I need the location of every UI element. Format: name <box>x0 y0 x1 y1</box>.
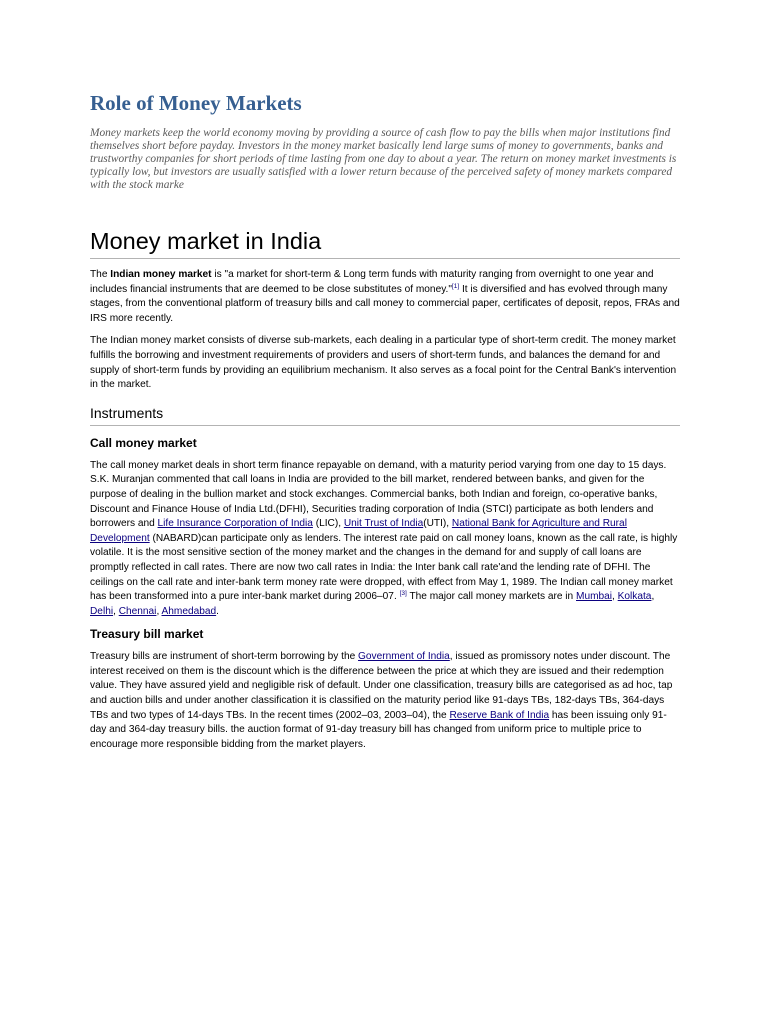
reference-link[interactable]: [3] <box>399 590 407 598</box>
text-run: The <box>90 269 111 280</box>
link-reserve-bank-of-india[interactable]: Reserve Bank of India <box>449 709 550 721</box>
section-heading: Money market in India <box>90 226 680 259</box>
link-kolkata[interactable]: Kolkata <box>617 591 652 603</box>
call-money-heading: Call money market <box>90 435 197 450</box>
text-run: (LIC), <box>312 518 344 530</box>
link-chennai[interactable]: Chennai <box>118 605 157 617</box>
link-delhi[interactable]: Delhi <box>90 605 114 617</box>
link-government-of-india[interactable]: Government of India <box>358 651 450 663</box>
link-mumbai[interactable]: Mumbai <box>576 591 613 603</box>
separator: , <box>113 605 119 617</box>
intro-paragraph: Money markets keep the world economy moving by providing a source of cash flow to pay the bills when major institutions find themselves short before payday. Investors in the money market basically lend large sums of money to governments, banks and trustworthy companies for short periods of time lasting from one day to about a year. The return on money market investments is typically low, but investors are usually satisfied with a lower return because of the perceived safety of money markets compared with the stock marke <box>90 127 677 191</box>
text-run: Treasury bills are instrument of short-term borrowing by the <box>90 651 359 663</box>
text-run: . <box>216 605 219 617</box>
text-run: has been issuing only 91-day and 364-day treasury bills. the auction format of 91-day treasury bill has changed from uniform price to multiple price to encourage more responsible bidding from the market players. <box>90 709 667 750</box>
separator: , <box>612 591 618 603</box>
document-title: Role of Money Markets <box>90 91 302 115</box>
reference-link[interactable]: [1] <box>451 282 460 290</box>
link-uti[interactable]: Unit Trust of India <box>343 518 424 530</box>
text-run: (NABARD)can participate only as lenders. The interest rate paid on call money loans, known as the call rate, is highly volatile. It is the most sensitive section of the money market and the changes in the demand for and supply of call loans are promptly reflected in call rates. There are now two call rates in India: the Inter bank call rate'and the lending rate of DFHI. The ceilings on the call rate and inter-bank term money rate were dropped, with effect from May 1, 1989. The Indian call money market has been transformed into a pure inter-bank market during 2006–07. <box>90 532 678 603</box>
text-run: is "a market for short-term & Long term funds with maturity ranging from overnight to one year and includes financial instruments that are deemed to be close substitutes of money." <box>90 269 654 295</box>
paragraph-definition <box>90 268 680 326</box>
bold-term: Indian money market <box>110 269 212 280</box>
link-nabard[interactable]: National Bank for Agriculture and Rural Development <box>90 518 627 544</box>
link-ahmedabad[interactable]: Ahmedabad <box>161 605 217 617</box>
text-run: , issued as promissory notes under discount. The interest received on them is the discount which is the difference between the price at which they are issued and their redemption value. They have assured yield and negligible risk of default. Under one classification, treasury bills are categorised as ad hoc, tap and auction bills and under another classification it is classified on the maturity period like 91-days TBs, 182-days TBs, 364-days TBs and two types of 14-days TBs. In the recent times (2002–03, 2003–04), the <box>90 651 673 721</box>
text-run: It is diversified and has evolved through many stages, from the conventional platform of treasury bills and call money to commercial paper, certificates of deposit, repos, FRAs and IRS more recently. <box>90 283 680 324</box>
treasury-bill-heading: Treasury bill market <box>90 627 204 642</box>
paragraph-treasury-bills <box>90 650 680 752</box>
text-run: The major call money markets are in <box>406 591 577 603</box>
link-lic[interactable]: Life Insurance Corporation of India <box>157 518 313 530</box>
separator: , <box>651 591 655 603</box>
separator: , <box>156 605 162 617</box>
text-run: (UTI), <box>423 518 452 530</box>
instruments-heading: Instruments <box>90 404 680 426</box>
paragraph-call-money <box>90 459 680 620</box>
text-run: The call money market deals in short term finance repayable on demand, with a maturity period varying from one day to 15 days. S.K. Muranjan commented that call loans in India are provided to the bill market, rendered between banks, and given for the purpose of dealing in the bullion market and stock exchanges. Commercial banks, both Indian and foreign, co-operative banks, Discount and Finance House of India Ltd.(DFHI), Securities trading corporation of India (STCI) participate as both lenders and borrowers and <box>90 459 667 530</box>
paragraph-submarkets: The Indian money market consists of diverse sub-markets, each dealing in a particular type of short-term credit. The money market fulfills the borrowing and investment requirements of providers and users of short-term funds, and balances the demand for and supply of short-term funds by providing an equilibrium mechanism. It also serves as a focal point for the Central Bank's intervention in the market. <box>90 335 677 391</box>
document-content <box>90 88 680 752</box>
